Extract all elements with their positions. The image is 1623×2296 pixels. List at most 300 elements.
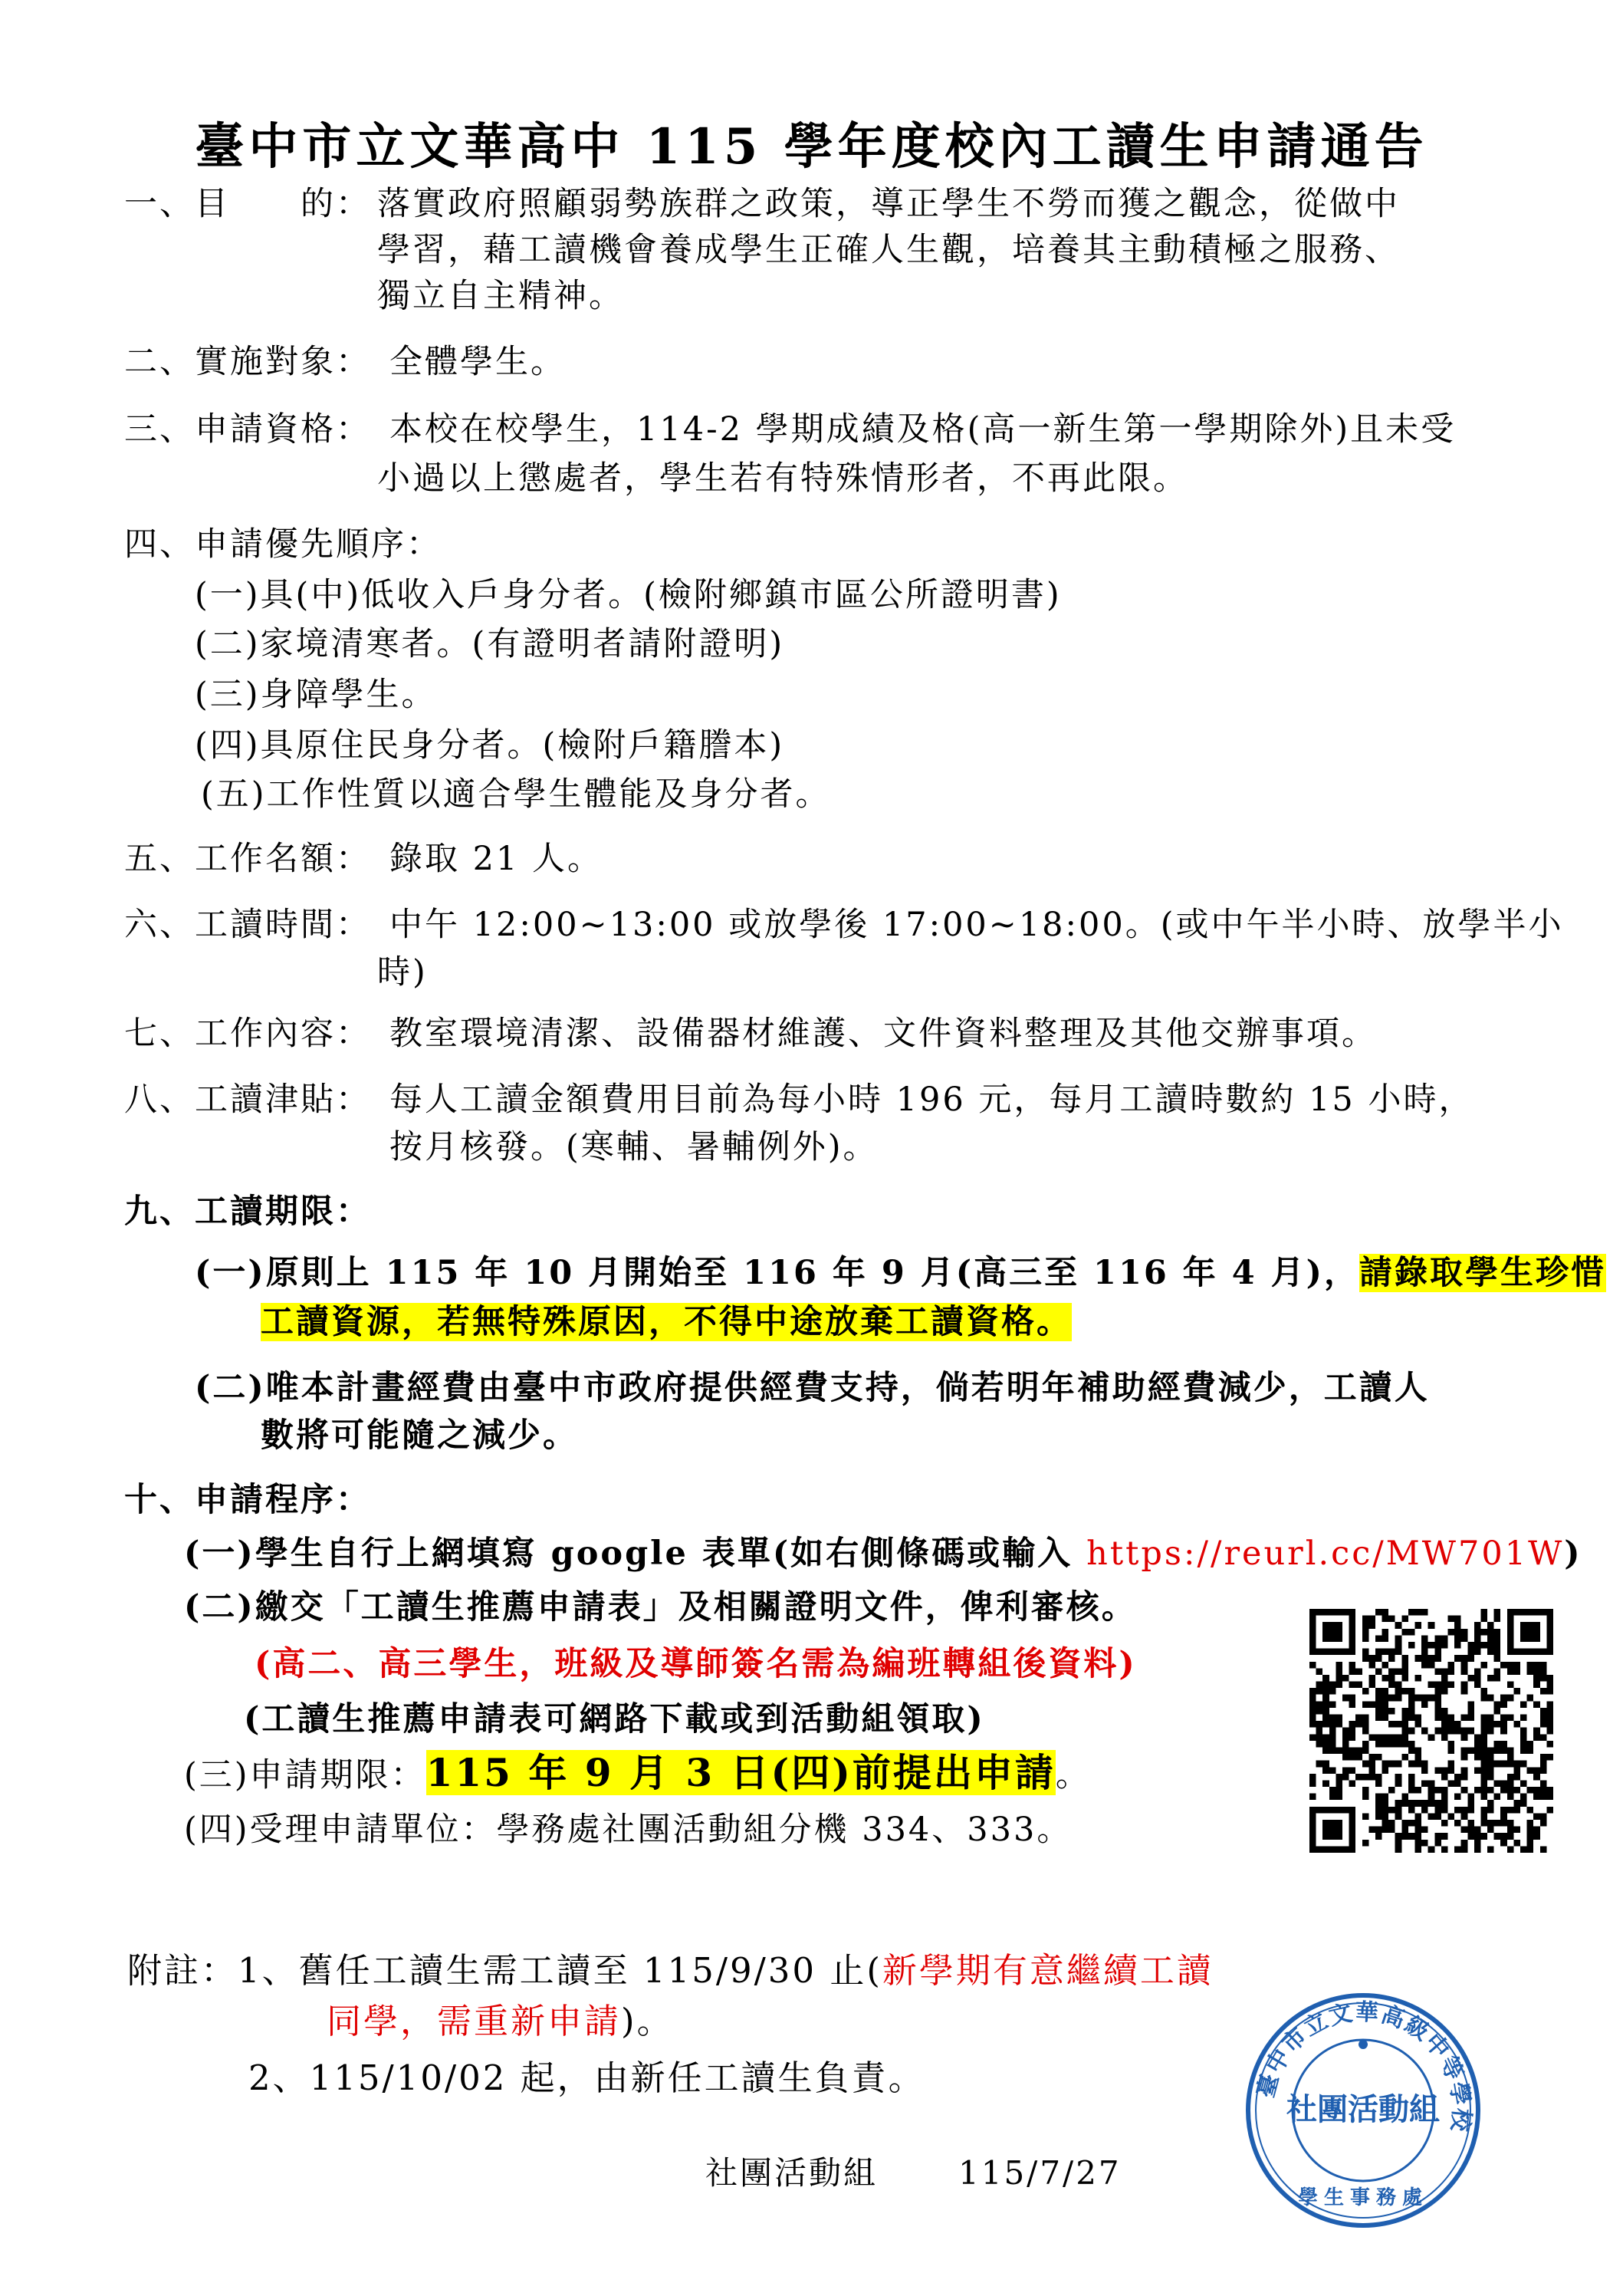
qr-module [1362, 1840, 1369, 1847]
qr-module [1408, 1747, 1415, 1754]
qr-module [1546, 1807, 1553, 1814]
qr-module [1408, 1780, 1415, 1787]
qr-module [1447, 1616, 1454, 1623]
qr-module [1401, 1833, 1408, 1840]
section-4-item-2: (二)家境清寒者。(有證明者請附證明) [195, 625, 785, 663]
qr-module [1533, 1682, 1540, 1689]
qr-module [1507, 1827, 1514, 1834]
section-5-text: 錄取 21 人。 [389, 840, 603, 878]
qr-module [1309, 1701, 1316, 1708]
qr-module [1533, 1794, 1540, 1801]
section-10-item-1 [184, 1531, 1582, 1577]
qr-module [1454, 1780, 1461, 1787]
qr-module [1382, 1688, 1389, 1695]
qr-module [1428, 1780, 1435, 1787]
qr-module [1428, 1682, 1435, 1689]
qr-module [1421, 1642, 1428, 1649]
qr-module [1520, 1715, 1527, 1722]
qr-module [1441, 1846, 1448, 1853]
qr-module [1434, 1668, 1441, 1675]
qr-module [1500, 1695, 1507, 1702]
qr-module [1546, 1794, 1553, 1801]
qr-module [1447, 1721, 1454, 1728]
qr-module [1507, 1747, 1514, 1754]
qr-module [1401, 1800, 1408, 1807]
qr-module [1309, 1774, 1316, 1781]
qr-module [1428, 1642, 1435, 1649]
qr-module [1401, 1655, 1408, 1662]
qr-module [1494, 1721, 1501, 1728]
qr-module [1474, 1787, 1481, 1794]
qr-module [1487, 1820, 1494, 1827]
note-line-1-red: 新學期有意繼續工讀 [882, 1950, 1214, 1991]
qr-module [1388, 1649, 1395, 1656]
qr-module [1467, 1820, 1474, 1827]
qr-module [1474, 1833, 1481, 1840]
qr-module [1421, 1827, 1428, 1834]
qr-module [1480, 1715, 1487, 1722]
svg-text:社團活動組: 社團活動組 [1286, 2091, 1440, 2127]
qr-module [1507, 1780, 1514, 1787]
qr-module [1527, 1787, 1534, 1794]
qr-module [1362, 1622, 1369, 1629]
section-8-line-2: 按月核發。(寒輔、暑輔例外)。 [389, 1128, 879, 1166]
qr-module [1500, 1820, 1507, 1827]
qr-module [1421, 1695, 1428, 1702]
qr-module [1533, 1827, 1540, 1834]
qr-module [1513, 1761, 1520, 1768]
qr-module [1527, 1807, 1534, 1814]
qr-module [1527, 1840, 1534, 1847]
qr-module [1382, 1609, 1389, 1616]
qr-module [1461, 1774, 1468, 1781]
qr-module [1395, 1774, 1402, 1781]
qr-module [1421, 1800, 1428, 1807]
qr-module [1368, 1675, 1375, 1682]
qr-module [1461, 1840, 1468, 1847]
qr-module [1362, 1635, 1369, 1642]
qr-module [1494, 1833, 1501, 1840]
qr-module [1349, 1780, 1356, 1787]
section-2-label: 二、實施對象： [124, 343, 371, 381]
qr-module [1487, 1774, 1494, 1781]
qr-module [1480, 1609, 1487, 1616]
qr-module [1441, 1668, 1448, 1675]
qr-module [1474, 1754, 1481, 1761]
qr-module [1375, 1635, 1382, 1642]
qr-module [1309, 1662, 1316, 1669]
qr-module [1447, 1715, 1454, 1722]
qr-module [1375, 1649, 1382, 1656]
qr-module [1408, 1715, 1415, 1722]
qr-module [1454, 1728, 1461, 1735]
qr-module [1375, 1609, 1382, 1616]
qr-module [1447, 1662, 1454, 1669]
qr-module [1362, 1616, 1369, 1623]
section-10-label: 十、申請程序： [124, 1481, 371, 1519]
qr-module [1520, 1780, 1527, 1787]
qr-module [1401, 1721, 1408, 1728]
qr-module [1540, 1668, 1547, 1675]
qr-module [1441, 1774, 1448, 1781]
qr-module [1395, 1741, 1402, 1748]
qr-module [1382, 1827, 1389, 1834]
qr-module [1415, 1609, 1422, 1616]
qr-module [1368, 1622, 1375, 1629]
qr-module [1408, 1800, 1415, 1807]
qr-module [1336, 1662, 1342, 1669]
section-3-label: 三、申請資格： [124, 410, 371, 449]
qr-module [1454, 1629, 1461, 1636]
qr-module [1513, 1787, 1520, 1794]
qr-module [1415, 1747, 1422, 1754]
qr-module [1316, 1721, 1323, 1728]
qr-module [1408, 1774, 1415, 1781]
qr-module [1487, 1807, 1494, 1814]
qr-module [1454, 1846, 1461, 1853]
deadline-highlight: 115 年 9 月 3 日(四)前提出申請 [425, 1750, 1056, 1795]
qr-module [1309, 1688, 1316, 1695]
section-1-line-3: 獨立自主精神。 [377, 277, 624, 315]
section-9-item-2-line-2: 數將可能隨之減少。 [261, 1416, 578, 1455]
qr-module [1540, 1846, 1547, 1853]
qr-module [1454, 1655, 1461, 1662]
qr-module [1461, 1688, 1468, 1695]
qr-module [1480, 1780, 1487, 1787]
section-6-label: 六、工讀時間： [124, 906, 371, 944]
qr-module [1322, 1682, 1329, 1689]
qr-module [1494, 1741, 1501, 1748]
qr-module [1316, 1741, 1323, 1748]
qr-module [1355, 1682, 1362, 1689]
qr-module [1421, 1780, 1428, 1787]
qr-module [1382, 1741, 1389, 1748]
qr-module [1441, 1642, 1448, 1649]
qr-module [1480, 1734, 1487, 1741]
qr-module [1500, 1813, 1507, 1820]
qr-module [1421, 1807, 1428, 1814]
qr-module [1382, 1616, 1389, 1623]
qr-module [1513, 1767, 1520, 1774]
qr-module [1375, 1794, 1382, 1801]
qr-module [1428, 1846, 1435, 1853]
qr-module [1415, 1675, 1422, 1682]
qr-module [1309, 1708, 1316, 1715]
qr-module [1500, 1787, 1507, 1794]
section-1-label: 一、目 的： [124, 185, 371, 223]
qr-module [1507, 1774, 1514, 1781]
qr-module [1520, 1800, 1527, 1807]
qr-module [1362, 1741, 1369, 1748]
qr-module [1480, 1774, 1487, 1781]
section-4-item-4: (四)具原住民身分者。(檢附戶籍謄本) [195, 726, 785, 765]
qr-module [1342, 1754, 1349, 1761]
qr-module [1415, 1622, 1422, 1629]
qr-module [1415, 1820, 1422, 1827]
qr-module [1546, 1741, 1553, 1748]
qr-module [1349, 1728, 1356, 1735]
qr-module [1408, 1708, 1415, 1715]
qr-module [1494, 1708, 1501, 1715]
qr-module [1316, 1761, 1323, 1768]
qr-module [1368, 1754, 1375, 1761]
qr-module [1421, 1728, 1428, 1735]
footer-org: 社團活動組 [705, 2154, 879, 2192]
qr-module [1382, 1629, 1389, 1636]
note-line-2-end: )。 [621, 2001, 674, 2041]
qr-module [1454, 1622, 1461, 1629]
qr-module [1520, 1734, 1527, 1741]
qr-module [1415, 1813, 1422, 1820]
qr-module [1362, 1728, 1369, 1735]
qr-module [1474, 1642, 1481, 1649]
qr-module [1533, 1813, 1540, 1820]
qr-module [1316, 1708, 1323, 1715]
qr-module [1474, 1840, 1481, 1847]
qr-module [1382, 1715, 1389, 1722]
qr-module [1540, 1721, 1547, 1728]
qr-module [1355, 1774, 1362, 1781]
qr-module [1527, 1846, 1534, 1853]
qr-module [1527, 1820, 1534, 1827]
qr-module [1401, 1754, 1408, 1761]
section-10-item-1-text: (一)學生自行上網填寫 google 表單(如右側條碼或輸入 [184, 1535, 1087, 1573]
qr-module [1500, 1701, 1507, 1708]
qr-module [1309, 1794, 1316, 1801]
qr-module [1494, 1668, 1501, 1675]
qr-module [1434, 1787, 1441, 1794]
qr-module [1480, 1642, 1487, 1649]
qr-module [1474, 1734, 1481, 1741]
section-3-line-2: 小過以上懲處者，學生若有特殊情形者，不再此限。 [377, 459, 1188, 498]
qr-module [1480, 1616, 1487, 1623]
qr-module [1382, 1807, 1389, 1814]
qr-module [1408, 1695, 1415, 1702]
qr-module [1454, 1807, 1461, 1814]
qr-module [1454, 1616, 1461, 1623]
qr-module [1434, 1695, 1441, 1702]
qr-module [1355, 1754, 1362, 1761]
note-line-3: 2、115/10/02 起，由新任工讀生負責。 [248, 2058, 925, 2098]
qr-module [1316, 1682, 1323, 1689]
qr-module [1415, 1827, 1422, 1834]
qr-module [1513, 1827, 1520, 1834]
qr-module [1395, 1807, 1402, 1814]
qr-module [1487, 1846, 1494, 1853]
qr-module [1415, 1800, 1422, 1807]
qr-module [1342, 1695, 1349, 1702]
qr-module [1487, 1642, 1494, 1649]
qr-module [1382, 1649, 1389, 1656]
qr-module [1507, 1846, 1514, 1853]
qr-module [1388, 1820, 1395, 1827]
qr-module [1540, 1813, 1547, 1820]
qr-module [1461, 1846, 1468, 1853]
qr-module [1408, 1701, 1415, 1708]
qr-module [1494, 1761, 1501, 1768]
footer-date: 115/7/27 [958, 2154, 1122, 2192]
qr-module [1388, 1734, 1395, 1741]
qr-module [1474, 1649, 1481, 1656]
qr-module [1362, 1715, 1369, 1722]
qr-module [1434, 1708, 1441, 1715]
qr-module [1329, 1701, 1336, 1708]
qr-module [1336, 1675, 1342, 1682]
qr-module [1513, 1662, 1520, 1669]
qr-module [1520, 1728, 1527, 1735]
qr-module [1500, 1721, 1507, 1728]
qr-module [1322, 1675, 1329, 1682]
qr-module [1461, 1728, 1468, 1735]
qr-module [1349, 1767, 1356, 1774]
qr-module [1480, 1662, 1487, 1669]
qr-module [1342, 1774, 1349, 1781]
section-5-label: 五、工作名額： [124, 840, 371, 878]
qr-module [1395, 1649, 1402, 1656]
qr-module [1395, 1780, 1402, 1787]
qr-module [1408, 1642, 1415, 1649]
qr-module [1546, 1675, 1553, 1682]
qr-module [1540, 1761, 1547, 1768]
section-7-text: 教室環境清潔、設備器材維護、文件資料整理及其他交辦事項。 [389, 1015, 1377, 1053]
qr-module [1546, 1688, 1553, 1695]
qr-module [1368, 1734, 1375, 1741]
qr-module [1540, 1787, 1547, 1794]
qr-module [1487, 1635, 1494, 1642]
qr-module [1401, 1820, 1408, 1827]
qr-module [1329, 1734, 1336, 1741]
section-3-line-1: 本校在校學生，114-2 學期成績及格(高一新生第一學期除外)且未受 [389, 410, 1457, 449]
qr-module [1467, 1701, 1474, 1708]
section-8-label: 八、工讀津貼： [124, 1081, 371, 1119]
qr-module [1467, 1655, 1474, 1662]
qr-module [1474, 1741, 1481, 1748]
qr-module [1500, 1840, 1507, 1847]
section-7-label: 七、工作內容： [124, 1015, 371, 1053]
qr-module [1434, 1701, 1441, 1708]
qr-module [1349, 1701, 1356, 1708]
qr-module [1546, 1708, 1553, 1715]
qr-module [1507, 1668, 1514, 1675]
section-8-line-1: 每人工讀金額費用目前為每小時 196 元，每月工讀時數約 15 小時， [389, 1081, 1474, 1119]
qr-module [1494, 1616, 1501, 1623]
qr-module [1454, 1642, 1461, 1649]
qr-module [1480, 1787, 1487, 1794]
qr-module [1336, 1682, 1342, 1689]
qr-module [1428, 1734, 1435, 1741]
qr-module [1382, 1635, 1389, 1642]
qr-module [1401, 1741, 1408, 1748]
qr-module [1540, 1675, 1547, 1682]
qr-module [1382, 1761, 1389, 1768]
section-10-item-2: (二)繳交「工讀生推薦申請表」及相關證明文件，俾利審核。 [184, 1588, 1137, 1627]
qr-module [1527, 1747, 1534, 1754]
qr-module [1349, 1695, 1356, 1702]
note-line-1-text: 附註：1、舊任工讀生需工讀至 115/9/30 止( [127, 1950, 882, 1991]
qr-module [1388, 1827, 1395, 1834]
qr-module [1375, 1701, 1382, 1708]
qr-module [1474, 1622, 1481, 1629]
qr-module [1395, 1688, 1402, 1695]
qr-code[interactable] [1309, 1609, 1553, 1853]
qr-module [1395, 1800, 1402, 1807]
qr-module [1441, 1734, 1448, 1741]
qr-module [1533, 1734, 1540, 1741]
qr-module [1546, 1701, 1553, 1708]
qr-module [1362, 1649, 1369, 1656]
qr-module [1527, 1668, 1534, 1675]
qr-module [1520, 1747, 1527, 1754]
qr-module [1461, 1734, 1468, 1741]
qr-module [1395, 1668, 1402, 1675]
qr-module [1500, 1761, 1507, 1768]
qr-module [1540, 1820, 1547, 1827]
qr-module [1487, 1761, 1494, 1768]
qr-module [1428, 1695, 1435, 1702]
section-9-item-1-highlight-b: 工讀資源，若無特殊原因，不得中途放棄工讀資格。 [261, 1303, 1072, 1341]
section-6-line-2: 時) [377, 953, 428, 992]
qr-module [1441, 1833, 1448, 1840]
qr-module [1349, 1682, 1356, 1689]
qr-module [1494, 1635, 1501, 1642]
qr-module [1533, 1668, 1540, 1675]
qr-module [1487, 1622, 1494, 1629]
section-10-item-4: (四)受理申請單位：學務處社團活動組分機 334、333。 [184, 1811, 1073, 1849]
qr-module [1415, 1833, 1422, 1840]
qr-module [1461, 1682, 1468, 1689]
qr-module [1494, 1655, 1501, 1662]
qr-module [1441, 1635, 1448, 1642]
qr-module [1362, 1761, 1369, 1768]
qr-module [1494, 1701, 1501, 1708]
note-line-2 [327, 1998, 674, 2044]
qr-module [1461, 1754, 1468, 1761]
qr-module [1309, 1695, 1316, 1702]
svg-text:學生事務處: 學生事務處 [1297, 2186, 1429, 2209]
qr-module [1368, 1767, 1375, 1774]
qr-module [1533, 1728, 1540, 1735]
qr-module [1322, 1747, 1329, 1754]
qr-module [1375, 1800, 1382, 1807]
qr-module [1349, 1662, 1356, 1669]
qr-module [1388, 1695, 1395, 1702]
qr-module [1401, 1688, 1408, 1695]
qr-module [1447, 1767, 1454, 1774]
qr-module [1375, 1708, 1382, 1715]
qr-module [1447, 1741, 1454, 1748]
qr-module [1480, 1820, 1487, 1827]
note-line-2-red: 同學，需重新申請 [327, 2001, 622, 2041]
qr-module [1467, 1833, 1474, 1840]
qr-module [1368, 1655, 1375, 1662]
qr-module [1309, 1715, 1316, 1722]
qr-module [1434, 1833, 1441, 1840]
qr-module [1480, 1807, 1487, 1814]
qr-module [1395, 1813, 1402, 1820]
qr-module [1329, 1787, 1336, 1794]
qr-module [1441, 1728, 1448, 1735]
qr-module [1546, 1715, 1553, 1722]
school-seal-stamp [1240, 1988, 1486, 2233]
qr-module [1461, 1655, 1468, 1662]
qr-module [1329, 1794, 1336, 1801]
qr-module [1461, 1787, 1468, 1794]
google-form-link[interactable]: https://reurl.cc/MW701W [1086, 1535, 1565, 1573]
qr-module [1388, 1655, 1395, 1662]
qr-module [1368, 1616, 1375, 1623]
qr-module [1494, 1642, 1501, 1649]
qr-module [1434, 1767, 1441, 1774]
